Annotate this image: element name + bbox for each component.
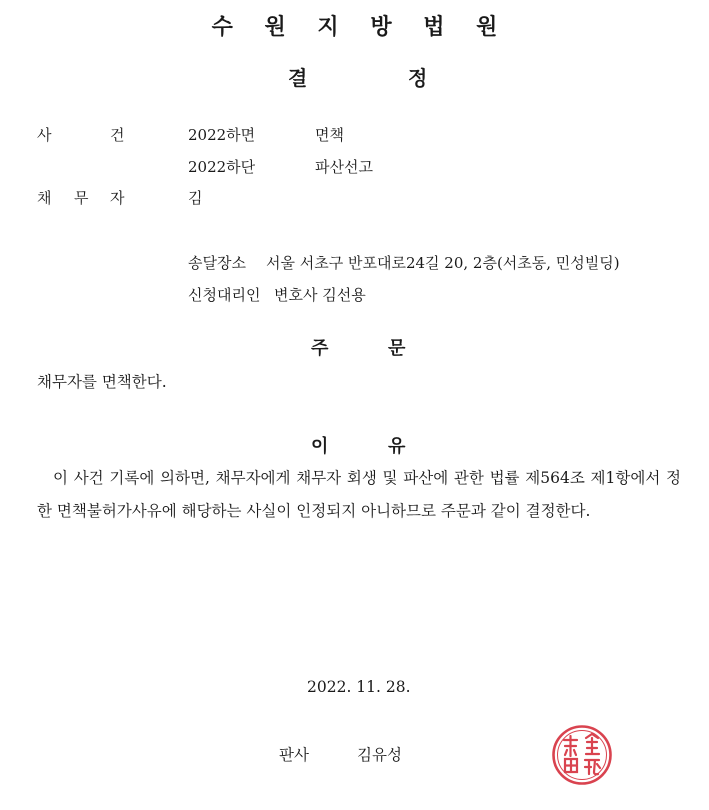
seal-glyphs [564, 734, 600, 774]
debtor-label-char: 채 [37, 189, 52, 207]
reason-heading-char: 유 [388, 436, 406, 457]
reason-text: 이 사건 기록에 의하면, 채무자에게 채무자 회생 및 파산에 관한 법률 제564조 제1항에서 정한 면책불허가사유에 해당하는 사실이 인정되지 아니하므로 주문과 같이 결정한다. [37, 469, 681, 520]
seal-outer-ring [554, 727, 611, 784]
case-label-char: 건 [110, 126, 125, 144]
case-number: 2022하면 [188, 126, 256, 144]
document-type-char: 결 [288, 66, 308, 90]
decision-date: 2022. 11. 28. [307, 678, 411, 696]
judge-seal-image [551, 724, 613, 786]
agent-value: 변호사 김선용 [274, 286, 366, 304]
case-title: 면책 [315, 126, 344, 144]
order-text: 채무자를 면책한다. [37, 373, 167, 391]
case-label-char: 사 [37, 126, 52, 144]
case-number: 2022하단 [188, 158, 256, 176]
reason-heading-char: 이 [311, 436, 329, 457]
delivery-address: 서울 서초구 반포대로24길 20, 2층(서초동, 민성빌딩) [266, 254, 620, 272]
judge-name: 김유성 [357, 746, 402, 764]
delivery-label: 송달장소 [188, 254, 246, 272]
debtor-label-char: 자 [110, 189, 125, 207]
court-name: 수 원 지 방 법 원 [211, 15, 510, 40]
debtor-name: 김 [188, 189, 203, 207]
case-title: 파산선고 [315, 158, 373, 176]
reason-heading [0, 432, 709, 456]
document-type-char: 정 [408, 66, 428, 90]
order-heading-char: 문 [388, 338, 406, 359]
order-heading [0, 334, 709, 358]
debtor-label-char: 무 [74, 189, 89, 207]
agent-label: 신청대리인 [188, 286, 261, 304]
judge-label: 판사 [279, 746, 309, 764]
order-heading-char: 주 [311, 338, 329, 359]
